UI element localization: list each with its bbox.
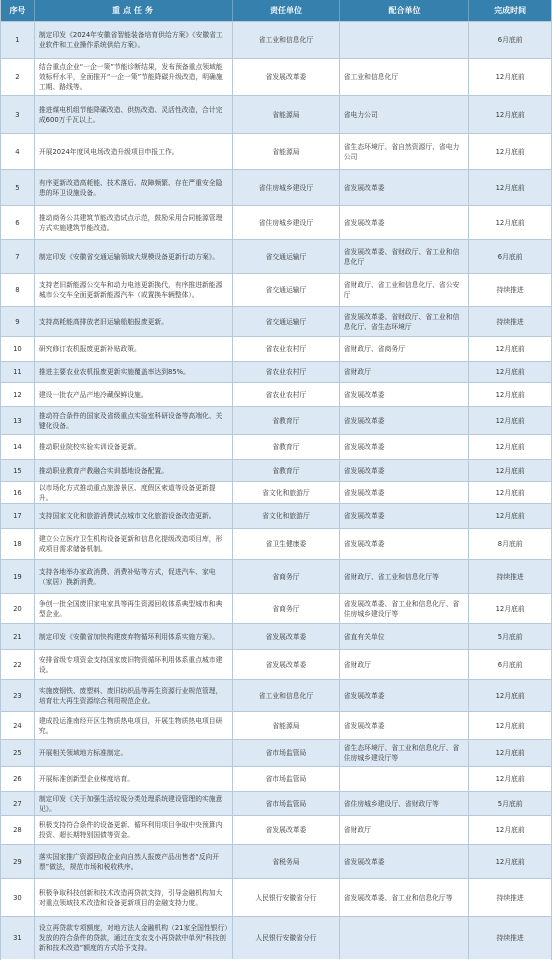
deadline-cell: 12月底前 [495,604,525,613]
supporting-units-cell: 省工业和信息化厅 [340,59,470,95]
supporting-units-cell: 省发展改革委 [340,407,470,434]
deadline-cell: 8月底前 [497,540,523,548]
table-row [1,170,551,206]
task-description-cell: 建设一批农产品产地冷藏保鲜设施。 [35,383,233,406]
supporting-units-cell: 省发展改革委、省工业和信息化厅等 [340,879,470,916]
lead-unit-cell: 省文化和旅游厅 [233,482,340,503]
supporting-units-cell: 省财政厅 [340,816,470,844]
lead-unit-cell: 省市场监管局 [233,767,340,791]
task-number-cell: 28 [1,816,35,844]
lead-unit-cell: 省住房城乡建设厅 [233,170,340,205]
table-row [1,274,551,307]
deadline-cell: 12月底前 [495,443,525,451]
lead-unit-cell: 省发展改革委 [233,59,340,95]
table-row [1,407,551,435]
table-row [1,816,551,845]
task-number-cell: 9 [1,307,35,336]
task-number-cell: 1 [1,22,35,58]
table-row [1,767,551,792]
deadline-cell: 6月底前 [497,252,523,261]
deadline-cell: 持续推进 [496,934,524,942]
table-row [1,529,551,560]
supporting-units-cell [340,917,470,959]
table-row [1,435,551,460]
supporting-units-cell: 省直有关单位 [340,624,470,649]
task-description-cell: 研究修订农机报废更新补贴政策。 [35,337,233,361]
lead-unit-cell: 人民银行安徽省分行 [233,917,340,959]
task-number-cell: 4 [1,134,35,169]
task-description-cell: 推动职业教育产教融合实训基地设备配置。 [35,460,233,481]
deadline-cell: 12月底前 [495,857,525,866]
table-row [1,740,551,767]
table-row [1,59,551,96]
supporting-units-cell: 省发展改革委 [340,435,470,459]
table-body [1,22,551,959]
deadline-cell: 12月底前 [495,368,525,376]
task-number-cell: 30 [1,879,35,916]
task-number-cell: 12 [1,383,35,406]
table-row [1,792,551,816]
task-number-cell: 17 [1,504,35,528]
table-row [1,240,551,274]
deadline-cell: 12月底前 [495,416,525,425]
supporting-units-cell: 省电力公司 [340,96,470,133]
lead-unit-cell: 省市场监管局 [233,792,340,815]
table-header-row [1,0,551,22]
header-number: 序号 [1,0,35,21]
deadline-cell: 12月底前 [495,775,525,783]
deadline-cell: 12月底前 [495,110,525,119]
table-row [1,337,551,362]
header-deadline: 完成时间 [494,5,527,15]
deadline-cell: 12月底前 [495,218,525,227]
lead-unit-cell: 省税务局 [233,845,340,878]
table-row [1,96,551,134]
table-row [1,650,551,680]
table-row [1,482,551,504]
task-number-cell: 26 [1,767,35,791]
task-number-cell: 16 [1,482,35,503]
supporting-units-cell: 省发展改革委 [340,529,470,559]
task-description-cell: 支持高耗能高排放老旧运输船舶报废更新。 [35,307,233,336]
lead-unit-cell: 省能源局 [233,96,340,133]
deadline-cell: 持续推进 [496,572,524,581]
supporting-units-cell: 省住房城乡建设厅、省财政厅等 [340,792,470,815]
lead-unit-cell: 省卫生健康委 [233,529,340,559]
supporting-units-cell: 省发展改革委、省财政厅、省工业和信息化厅 [340,240,470,273]
deadline-cell: 12月底前 [495,488,525,497]
task-number-cell: 7 [1,240,35,273]
supporting-units-cell: 省发展改革委 [340,712,470,739]
lead-unit-cell: 省文化和旅游厅 [233,504,340,528]
lead-unit-cell: 省农业农村厅 [233,337,340,361]
deadline-cell: 6月底前 [497,36,523,44]
header-task: 重点任务 [35,0,233,21]
task-description-cell: 开展标准创新型企业梯度培育。 [35,767,233,791]
task-number-cell: 22 [1,650,35,679]
deadline-cell: 12月底前 [495,466,525,475]
supporting-units-cell: 省发展改革委、省财政厅、省工业和信息化厅、省生态环境厅 [340,307,470,336]
table-row [1,917,551,959]
header-lead-unit: 责任单位 [233,0,340,21]
supporting-units-cell: 省发展改革委、省工业和信息化厅、省住房城乡建设厅等 [340,594,470,623]
task-number-cell: 31 [1,917,35,959]
task-description-cell: 争创一批全国废旧家电家具等再生资源回收体系典型城市和典型企业。 [35,594,233,623]
table-row [1,504,551,529]
lead-unit-cell: 省交通运输厅 [233,307,340,336]
deadline-cell: 5月底前 [497,632,523,641]
lead-unit-cell: 省教育厅 [233,407,340,434]
table-row [1,594,551,624]
table-row [1,134,551,170]
table-row [1,624,551,650]
task-description-cell: 安排省级专项资金支持国家废旧物资循环利用体系重点城市建设。 [35,650,233,679]
task-number-cell: 20 [1,594,35,623]
task-number-cell: 14 [1,435,35,459]
task-number-cell: 27 [1,792,35,815]
table-row [1,362,551,383]
task-description-cell: 建成投运淮南经开区生物质热电项目，开展生物质热电项目研究。 [35,712,233,739]
lead-unit-cell: 省教育厅 [233,435,340,459]
task-description-cell: 推进主要农业农机报废更新实施覆盖率达到85%。 [35,362,233,382]
task-number-cell: 18 [1,529,35,559]
task-number-cell: 29 [1,845,35,878]
supporting-units-cell: 省财政厅 [340,362,470,382]
task-number-cell: 23 [1,680,35,711]
task-description-cell: 制定印发《关于加强生活垃圾分类处理系统建设管理的实施意见》。 [35,792,233,815]
task-description-cell: 实施废钢铁、废塑料、废旧纺织品等再生资源行业规范管理，培育壮大再生资源综合利用规范企业。 [35,680,233,711]
supporting-units-cell [340,22,470,58]
task-description-cell: 建立公立医疗卫生机构设备更新和信息化提级改造项目库，形成项目需求储备机制。 [35,529,233,559]
supporting-units-cell: 省财政厅 [340,650,470,679]
lead-unit-cell: 省能源局 [233,134,340,169]
task-description-cell: 推进煤电机组节能降碳改造、供热改造、灵活性改造，合计完成600万千瓦以上。 [35,96,233,133]
lead-unit-cell: 省交通运输厅 [233,274,340,306]
deadline-cell: 6月底前 [497,660,523,669]
supporting-units-cell: 省发展改革委 [340,482,470,503]
table-row [1,680,551,712]
task-description-cell: 推动职业院校实验实训设备更新。 [35,435,233,459]
task-description-cell: 有序更新改造高耗能、技术落后、故障频繁、存在严重安全隐患的环卫设施设备。 [35,170,233,205]
lead-unit-cell: 省发展改革委 [233,816,340,844]
task-number-cell: 21 [1,624,35,649]
deadline-cell: 5月底前 [497,799,523,808]
deadline-cell: 持续推进 [496,317,524,326]
supporting-units-cell: 省发展改革委 [340,460,470,481]
task-description-cell: 以市场化方式推动重点旅游景区、度假区索道等设备更新提升。 [35,482,233,503]
lead-unit-cell: 省农业农村厅 [233,383,340,406]
lead-unit-cell: 省住房城乡建设厅 [233,206,340,239]
supporting-units-cell: 省生态环境厅、省自然资源厅、省电力公司 [340,134,470,169]
deadline-cell: 持续推进 [496,286,524,294]
supporting-units-cell: 省发展改革委 [340,504,470,528]
task-number-cell: 3 [1,96,35,133]
task-number-cell: 15 [1,460,35,481]
task-number-cell: 13 [1,407,35,434]
supporting-units-cell: 省发展改革委 [340,170,470,205]
supporting-units-cell: 省财政厅、省工业和信息化厅、省公安厅 [340,274,470,306]
task-number-cell: 10 [1,337,35,361]
task-description-cell: 支持各地举办家政消费、消费补贴等方式，促进汽车、家电（家居）换新消费。 [35,560,233,593]
supporting-units-cell: 省发展改革委 [340,680,470,711]
lead-unit-cell: 人民银行安徽省分行 [233,879,340,916]
deadline-cell: 12月底前 [495,147,525,156]
deadline-cell: 12月底前 [495,512,525,520]
lead-unit-cell: 省发展改革委 [233,650,340,679]
task-description-cell: 推动符合条件的国家及省级重点实验室科研设备等高端化、关键化设备。 [35,407,233,434]
task-number-cell: 2 [1,59,35,95]
table-row [1,560,551,594]
supporting-units-cell: 省发展改革委 [340,206,470,239]
lead-unit-cell: 省农业农村厅 [233,362,340,382]
task-description-cell: 支持国家文化和旅游消费试点城市文化旅游设备改造更新。 [35,504,233,528]
lead-unit-cell: 省工业和信息化厅 [233,680,340,711]
lead-unit-cell: 省发展改革委 [233,624,340,649]
deadline-cell: 12月底前 [495,73,525,81]
deadline-cell: 12月底前 [495,691,525,700]
lead-unit-cell: 省市场监管局 [233,740,340,766]
supporting-units-cell: 省财政厅、省工业和信息化厅等 [340,560,470,593]
table-row [1,879,551,917]
supporting-units-cell: 省生态环境厅、省工业和信息化厅、省住房城乡建设厅等 [340,740,470,766]
supporting-units-cell: 省发展改革委 [340,845,470,878]
deadline-cell: 持续推进 [496,893,524,902]
deadline-cell: 12月底前 [495,390,525,399]
lead-unit-cell: 省工业和信息化厅 [233,22,340,58]
table-row [1,712,551,740]
table-row [1,206,551,240]
task-description-cell: 结合重点企业“一企一策”节能诊断结果，发布预备重点领域能效标杆水平，全面推开“一企一策”节能降碳升级改造，明确施工期、路线等。 [35,59,233,95]
task-description-cell: 支持老旧新能源公交车和动力电池更新换代，有序推进新能源城市公交车全面更新新能源汽车（或置换车辆整体）。 [35,274,233,306]
table-row [1,307,551,337]
task-description-cell: 制定印发《安徽省交通运输领域大规模设备更新行动方案》。 [35,240,233,273]
task-number-cell: 11 [1,362,35,382]
task-number-cell: 6 [1,206,35,239]
table-row [1,845,551,879]
task-description-cell: 积极支持符合条件的设备更新、循环利用项目争取中央预算内投资、超长期特别国债等资金。 [35,816,233,844]
header-supporting-units: 配合单位 [340,0,470,21]
task-description-cell: 开展2024年度风电场改造升级项目申报工作。 [35,134,233,169]
supporting-units-cell [340,767,470,791]
task-description-cell: 落实国家推广资源回收企业向自然人报废产品出售者“反向开票”做法，规范市场和税收秩序。 [35,845,233,878]
deadline-cell: 12月底前 [495,345,525,353]
task-number-cell: 5 [1,170,35,205]
task-number-cell: 24 [1,712,35,739]
supporting-units-cell: 省财政厅、省商务厅 [340,337,470,361]
task-description-cell: 推动商务公共建筑节能改造试点示范，鼓励采用合同能源管理方式实施建筑节能改造。 [35,206,233,239]
task-number-cell: 8 [1,274,35,306]
lead-unit-cell: 省能源局 [233,712,340,739]
task-description-cell: 积极争取科技创新和技术改造再贷款支持，引导金融机构加大对重点领域技术改造和设备更新项目的金融支持力度。 [35,879,233,916]
task-description-cell: 开展相关领域地方标准制定。 [35,740,233,766]
task-description-cell: 制定印发《安徽省加快构建废弃物循环利用体系实施方案》。 [35,624,233,649]
deadline-cell: 12月底前 [495,826,525,834]
task-description-cell: 制定印发《2024年安徽省智能装备培育供给方案》《安徽省工业软件和工业操作系统供给方案》。 [35,22,233,58]
supporting-units-cell: 省发展改革委 [340,383,470,406]
lead-unit-cell: 省交通运输厅 [233,240,340,273]
table-row [1,22,551,59]
lead-unit-cell: 省教育厅 [233,460,340,481]
table-row [1,460,551,482]
lead-unit-cell: 省商务厅 [233,560,340,593]
deadline-cell: 12月底前 [495,721,525,730]
deadline-cell: 12月底前 [495,183,525,192]
table-row [1,383,551,407]
task-number-cell: 25 [1,740,35,766]
lead-unit-cell: 省商务厅 [233,594,340,623]
deadline-cell: 12月底前 [495,749,525,757]
task-description-cell: 设立再贷款专项额度，对地方法人金融机构（21家全国性银行）发放的符合条件的贷款，通过在支农支小再贷款中单列“科技创新和技术改造”额度的方式给予支持。 [35,917,233,959]
task-number-cell: 19 [1,560,35,593]
